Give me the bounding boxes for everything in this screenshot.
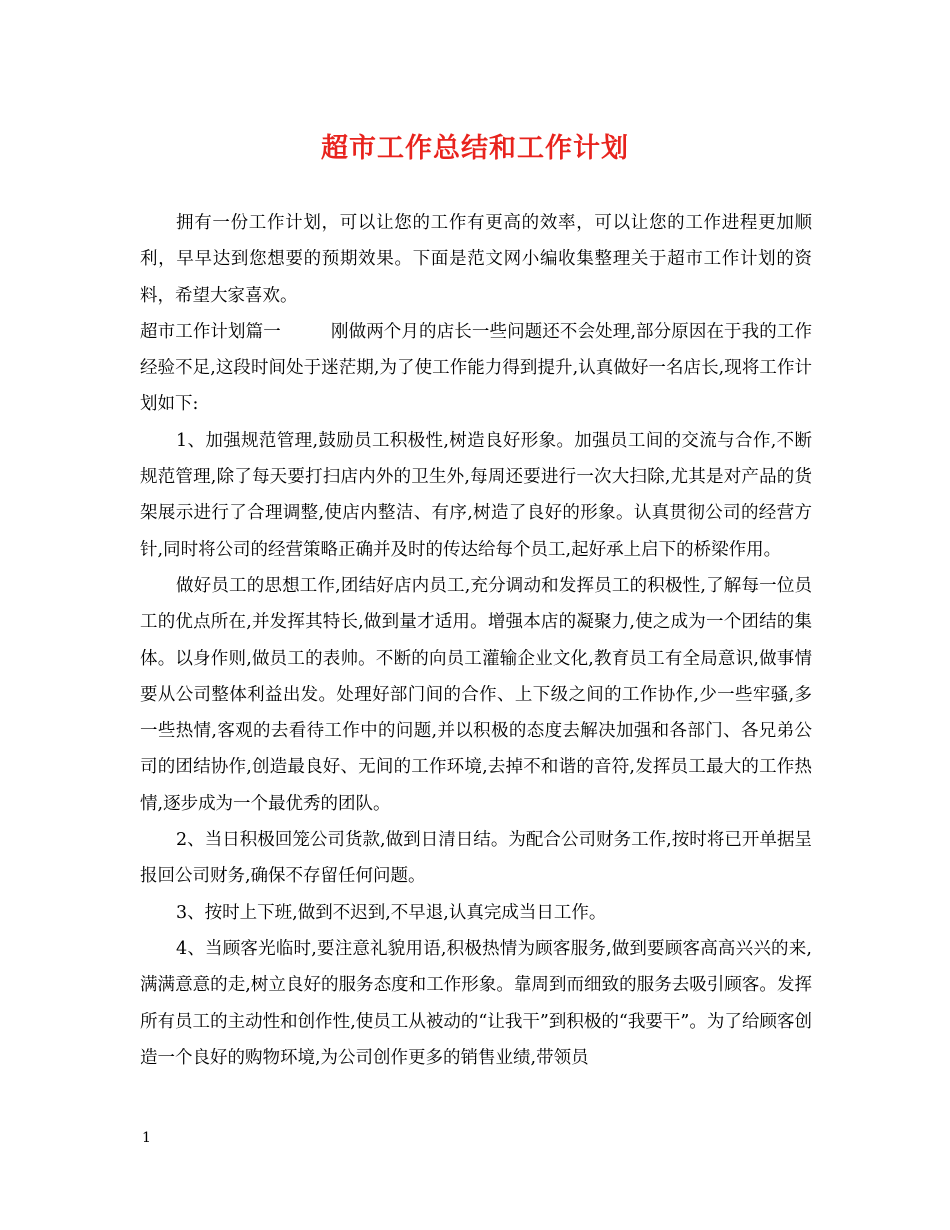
document-body — [140, 205, 812, 1076]
body-paragraph-2: 做好员工的思想工作,团结好店内员工,充分调动和发挥员工的积极性,了解每一位员工的优点所在,并发挥其特长,做到量才适用。增强本店的凝聚力,使之成为一个团结的集体。以身作则,做员工的表帅。不断的向员工灌输企业文化,教育员工有全局意识,做事情要从公司整体利益出发。处理好部门间的合作、上下级之间的工作协作,少一些牢骚,多一些热情,客观的去看待工作中的问题,并以积极的态度去解决加强和各部门、各兄弟公司的团结协作,创造最良好、无间的工作环境,去掉不和谐的音符,发挥员工最大的工作热情,逐步成为一个最优秀的团队。 — [140, 575, 812, 814]
section-heading: 超市工作计划篇一 — [140, 321, 281, 342]
section-intro: 刚做两个月的店长一些问题还不会处理,部分原因在于我的工作经验不足,这段时间处于迷茫期,为了使工作能力得到提升,认真做好一名店长,现将工作计划如下: — [140, 321, 812, 415]
body-paragraph-4: 3、按时上下班,做到不迟到,不早退,认真完成当日工作。 — [176, 902, 607, 923]
body-paragraph-5: 4、当顾客光临时,要注意礼貌用语,积极热情为顾客服务,做到要顾客高高兴兴的来,满满意意的走,树立良好的服务态度和工作形象。靠周到而细致的服务去吸引顾客。发挥所有员工的主动性和创作性,使员工从被动的“让我干”到积极的“我要干”。为了给顾客创造一个良好的购物环境,为公司创作更多的销售业绩,带领员 — [140, 938, 812, 1068]
page-number: 1 — [142, 1130, 151, 1146]
document-title: 超市工作总结和工作计划 — [321, 133, 629, 164]
section-paragraph — [140, 314, 812, 423]
body-paragraph-1: 1、加强规范管理,鼓励员工积极性,树造良好形象。加强员工间的交流与合作,不断规范管理,除了每天要打扫店内外的卫生外,每周还要进行一次大扫除,尤其是对产品的货架展示进行了合理调整,使店内整洁、有序,树造了良好的形象。认真贯彻公司的经营方针,同时将公司的经营策略正确并及时的传达给每个员工,起好承上启下的桥梁作用。 — [140, 430, 812, 560]
body-paragraph-3: 2、当日积极回笼公司货款,做到日清日结。为配合公司财务工作,按时将已开单据呈报回公司财务,确保不存留任何问题。 — [140, 830, 812, 887]
intro-paragraph: 拥有一份工作计划，可以让您的工作有更高的效率，可以让您的工作进程更加顺利，早早达到您想要的预期效果。下面是范文网小编收集整理关于超市工作计划的资料，希望大家喜欢。 — [140, 213, 812, 306]
